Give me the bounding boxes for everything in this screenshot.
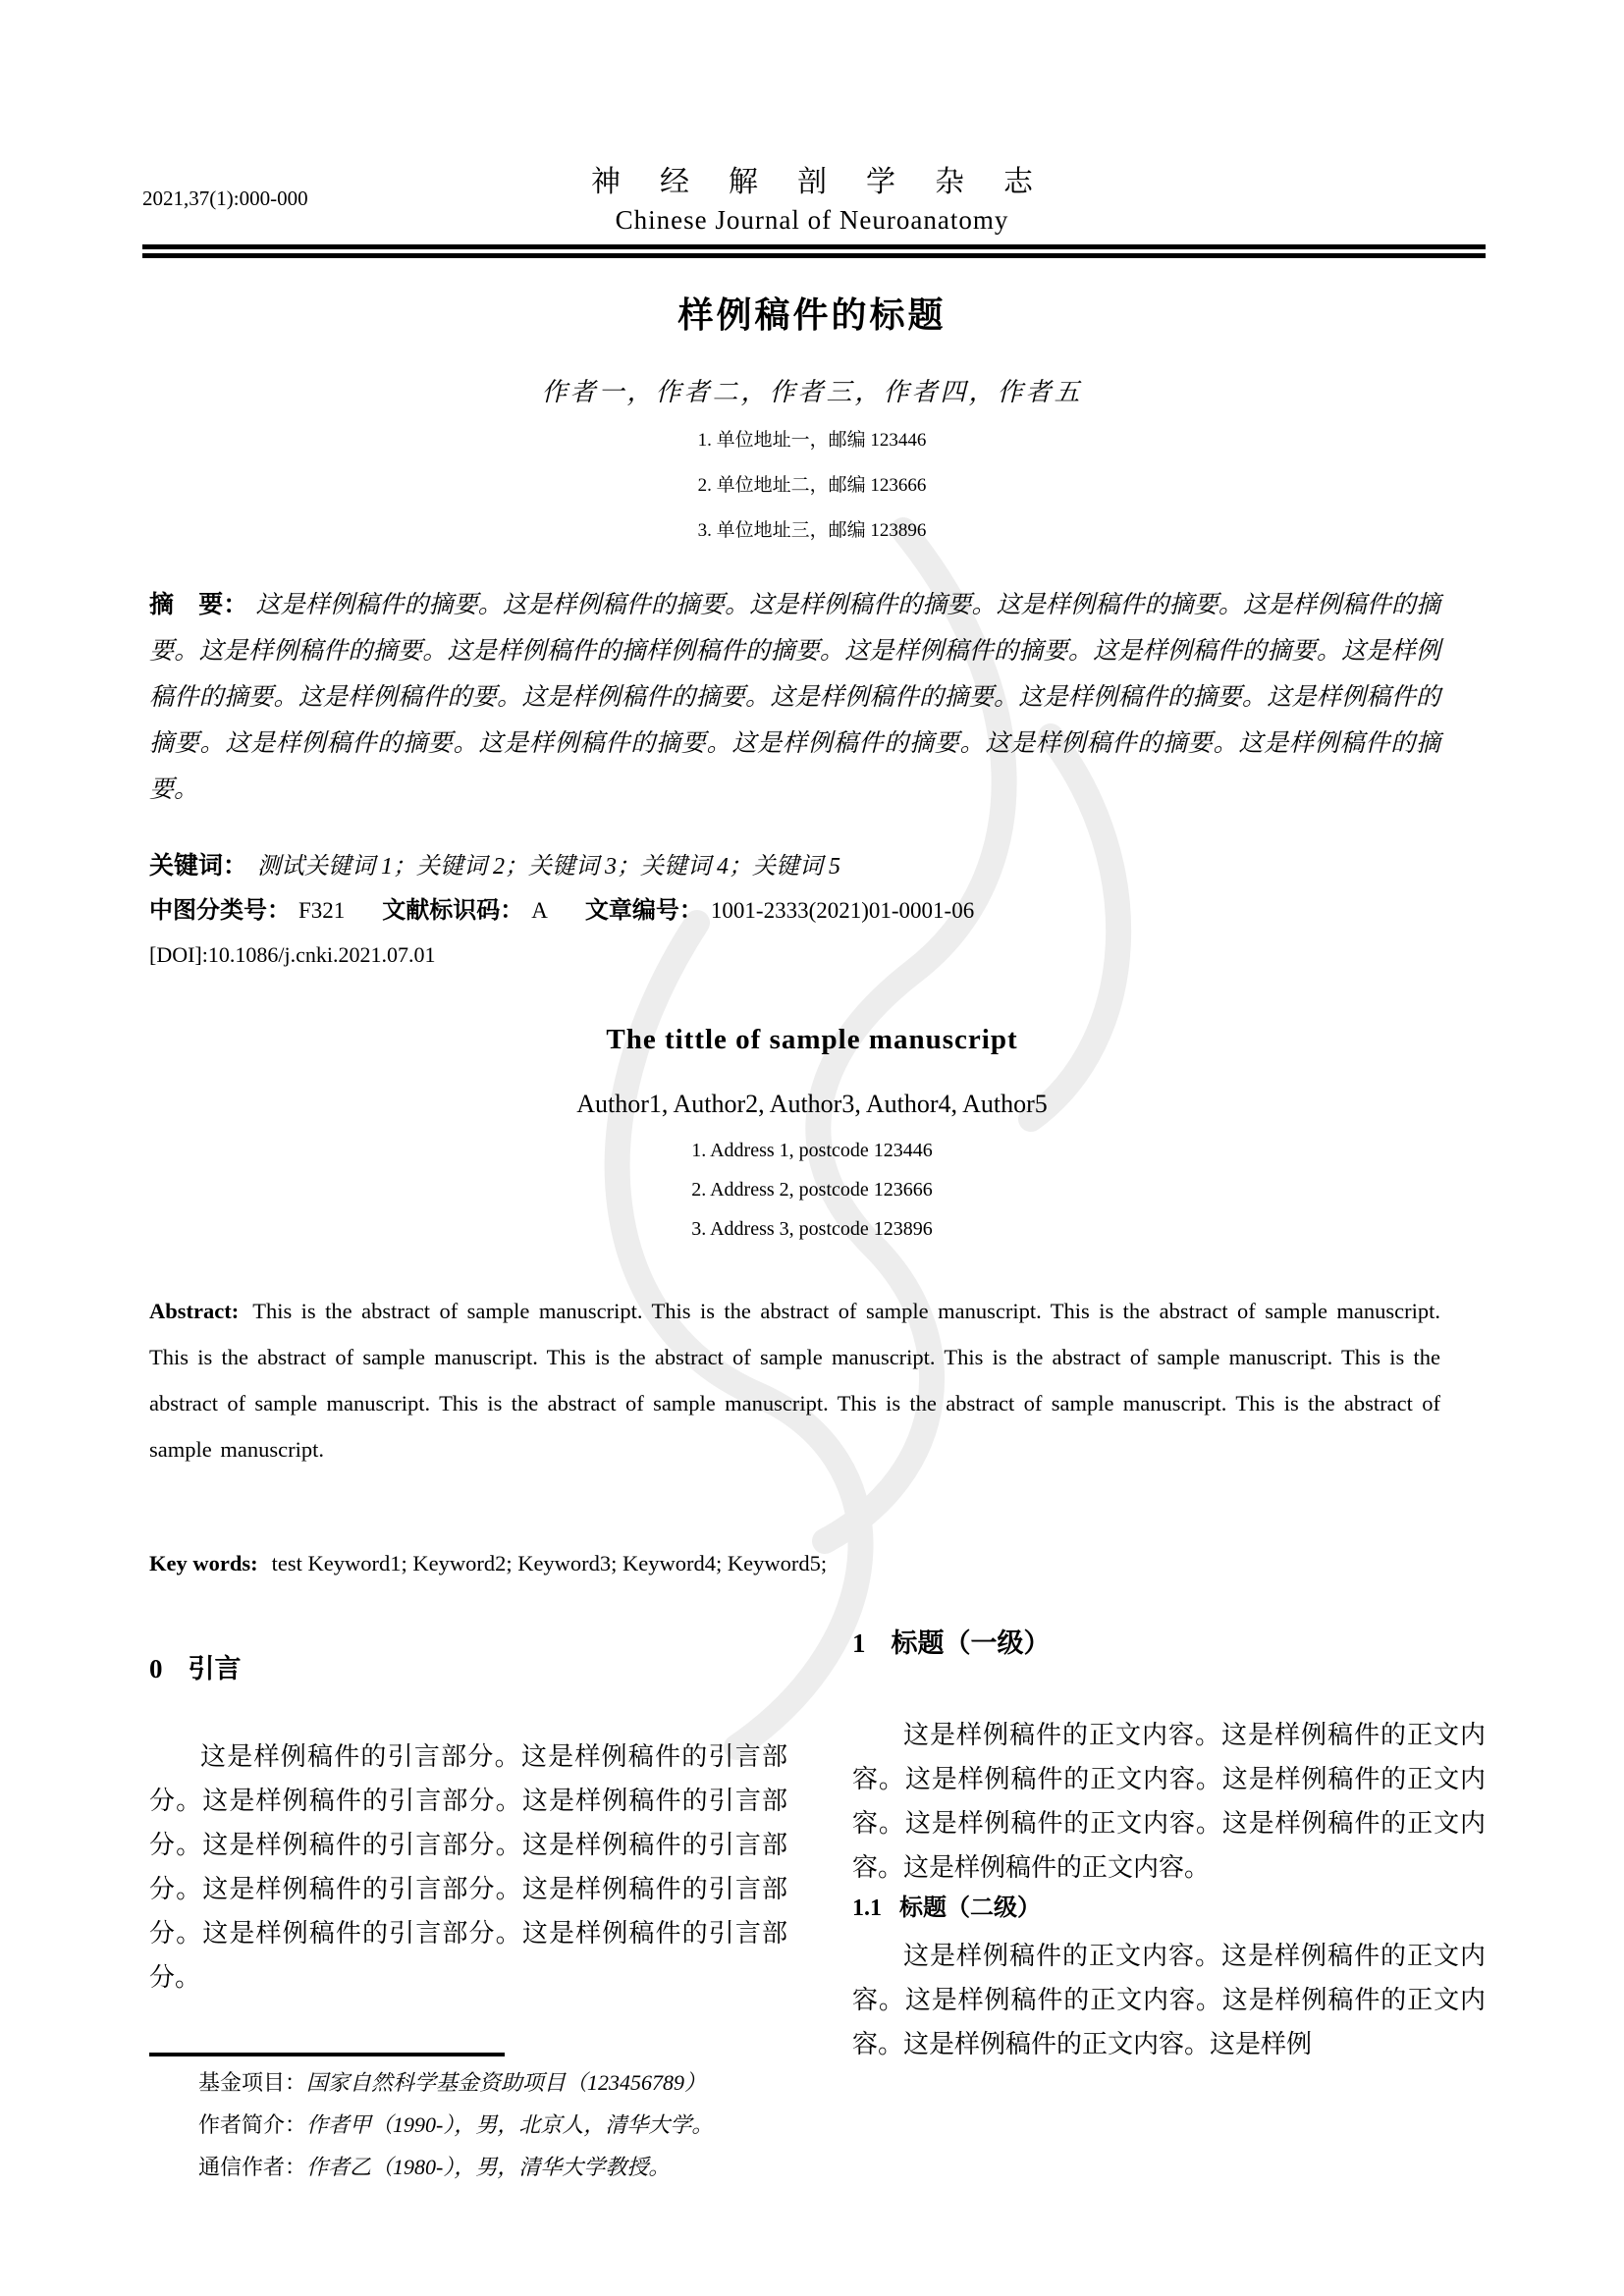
section-title: 标题（一级） xyxy=(891,1629,1051,1658)
abstract-cn xyxy=(149,582,1440,813)
affiliations-cn xyxy=(0,418,1624,554)
journal-title-en: Chinese Journal of Neuroanatomy xyxy=(615,205,1009,235)
meta-block-cn xyxy=(149,844,1465,977)
article-id: 1001-2333(2021)01-0001-06 xyxy=(710,898,975,923)
header-divider-rule xyxy=(142,244,1486,258)
corr-label: 通信作者： xyxy=(198,2155,307,2179)
doi-line: [DOI]:10.1086/j.cnki.2021.07.01 xyxy=(149,942,436,967)
abstract-text-cn: 这是样例稿件的摘要。这是样例稿件的摘要。这是样例稿件的摘要。这是样例稿件的摘要。这是样例稿件的摘要。这是样例稿件的摘要。这是样例稿件的摘样例稿件的摘要。这是样例稿件的摘要。这是样例稿件的摘要。这是样例稿件的摘要。这是样例稿件的要。这是样例稿件的摘要。这是样例稿件的摘要。这是样例稿件的摘要。这是样例稿件的摘要。这是样例稿件的摘要。这是样例稿件的摘要。这是样例稿件的摘要。这是样例稿件的摘要。这是样例稿件的摘要。 xyxy=(149,592,1440,803)
affiliation-cn-2: 2. 单位地址二，邮编 123666 xyxy=(697,475,927,496)
fund-label: 基金项目： xyxy=(198,2070,307,2095)
article-authors-en: Author1, Author2, Author3, Author4, Author5 xyxy=(576,1090,1048,1118)
doc-code: A xyxy=(531,898,548,923)
body-column-left xyxy=(149,1651,787,2000)
abstract-label-cn: 摘 要： xyxy=(149,591,248,618)
bio-text: 作者甲（1990-），男，北京人，清华大学。 xyxy=(306,2112,714,2137)
bio-label: 作者简介： xyxy=(198,2112,307,2137)
affiliations-en xyxy=(0,1131,1624,1249)
keywords-label-cn: 关键词： xyxy=(149,852,248,880)
affiliation-en-2: 2. Address 2, postcode 123666 xyxy=(691,1179,933,1201)
abstract-label-en: Abstract: xyxy=(149,1299,240,1323)
keywords-cn: 测试关键词 1；关键词 2；关键词 3；关键词 4；关键词 5 xyxy=(257,854,841,880)
intro-paragraph: 这是样例稿件的引言部分。这是样例稿件的引言部分。这是样例稿件的引言部分。这是样例稿件的引言部分。这是样例稿件的引言部分。这是样例稿件的引言部分。这是样例稿件的引言部分。这是样例稿件的引言部分。这是样例稿件的引言部分。这是样例稿件的引言部分。 xyxy=(149,1742,787,1992)
section-title: 引言 xyxy=(188,1654,242,1683)
section-1-paragraph: 这是样例稿件的正文内容。这是样例稿件的正文内容。这是样例稿件的正文内容。这是样例稿件的正文内容。这是样例稿件的正文内容。这是样例稿件的正文内容。这是样例稿件的正文内容。 xyxy=(852,1721,1486,1882)
abstract-text-en: This is the abstract of sample manuscript. This is the abstract of sample manuscript. This is the abstract of sample manuscript. This is the abstract of sample manuscript. This is the abstract of sample manuscript. This is the abstract of sample manuscript. This is the abstract of sample manuscript. This is the abstract of sample manuscript. This is the abstract of sample manuscript. This is the abstract of sample manuscript. xyxy=(149,1299,1440,1462)
clc-line xyxy=(149,888,1465,933)
footnote-fund xyxy=(198,2061,886,2104)
article-authors-cn: 作者一，作者二，作者三，作者四，作者五 xyxy=(541,378,1083,406)
section-1-1-paragraph: 这是样例稿件的正文内容。这是样例稿件的正文内容。这是样例稿件的正文内容。这是样例稿件的正文内容。这是样例稿件的正文内容。这是样例 xyxy=(852,1942,1486,2058)
abstract-en xyxy=(149,1288,1440,1472)
fund-text: 国家自然科学基金资助项目（123456789） xyxy=(306,2070,707,2095)
journal-header xyxy=(0,157,1624,236)
section-heading-1 xyxy=(852,1626,1486,1666)
affiliation-en-3: 3. Address 3, postcode 123896 xyxy=(691,1218,933,1240)
section-heading-1-1 xyxy=(852,1892,1486,1928)
footnote-bio xyxy=(198,2104,886,2146)
article-title-en: The tittle of sample manuscript xyxy=(606,1024,1018,1055)
article-title-cn: 样例稿件的标题 xyxy=(677,294,947,335)
affiliation-en-1: 1. Address 1, postcode 123446 xyxy=(691,1140,933,1161)
body-column-right xyxy=(852,1626,1486,2066)
section-title: 标题（二级） xyxy=(899,1895,1041,1921)
article-id-label: 文章编号： xyxy=(584,897,703,924)
keywords-en: test Keyword1; Keyword2; Keyword3; Keyword4; Keyword5; xyxy=(271,1551,828,1575)
section-number: 1 xyxy=(852,1629,866,1658)
section-heading-0 xyxy=(149,1651,787,1691)
clc-number: F321 xyxy=(298,898,346,923)
keywords-label-en: Key words: xyxy=(149,1551,258,1575)
clc-label: 中图分类号： xyxy=(149,897,291,924)
journal-issue: 2021,37(1):000-000 xyxy=(142,187,308,210)
keywords-line-cn xyxy=(149,844,1465,888)
corr-text: 作者乙（1980-），男，清华大学教授。 xyxy=(306,2155,671,2179)
footnote-separator-rule xyxy=(149,2053,505,2056)
journal-title-cn: 神经解剖学杂志 xyxy=(591,166,1072,198)
footnote-corresponding xyxy=(198,2146,886,2188)
doc-code-label: 文献标识码： xyxy=(382,897,524,924)
footnotes xyxy=(149,2061,886,2188)
section-number: 0 xyxy=(149,1654,163,1683)
keywords-line-en xyxy=(149,1551,827,1576)
affiliation-cn-1: 1. 单位地址一，邮编 123446 xyxy=(697,430,927,451)
affiliation-cn-3: 3. 单位地址三，邮编 123896 xyxy=(697,520,927,541)
section-number: 1.1 xyxy=(852,1896,882,1921)
